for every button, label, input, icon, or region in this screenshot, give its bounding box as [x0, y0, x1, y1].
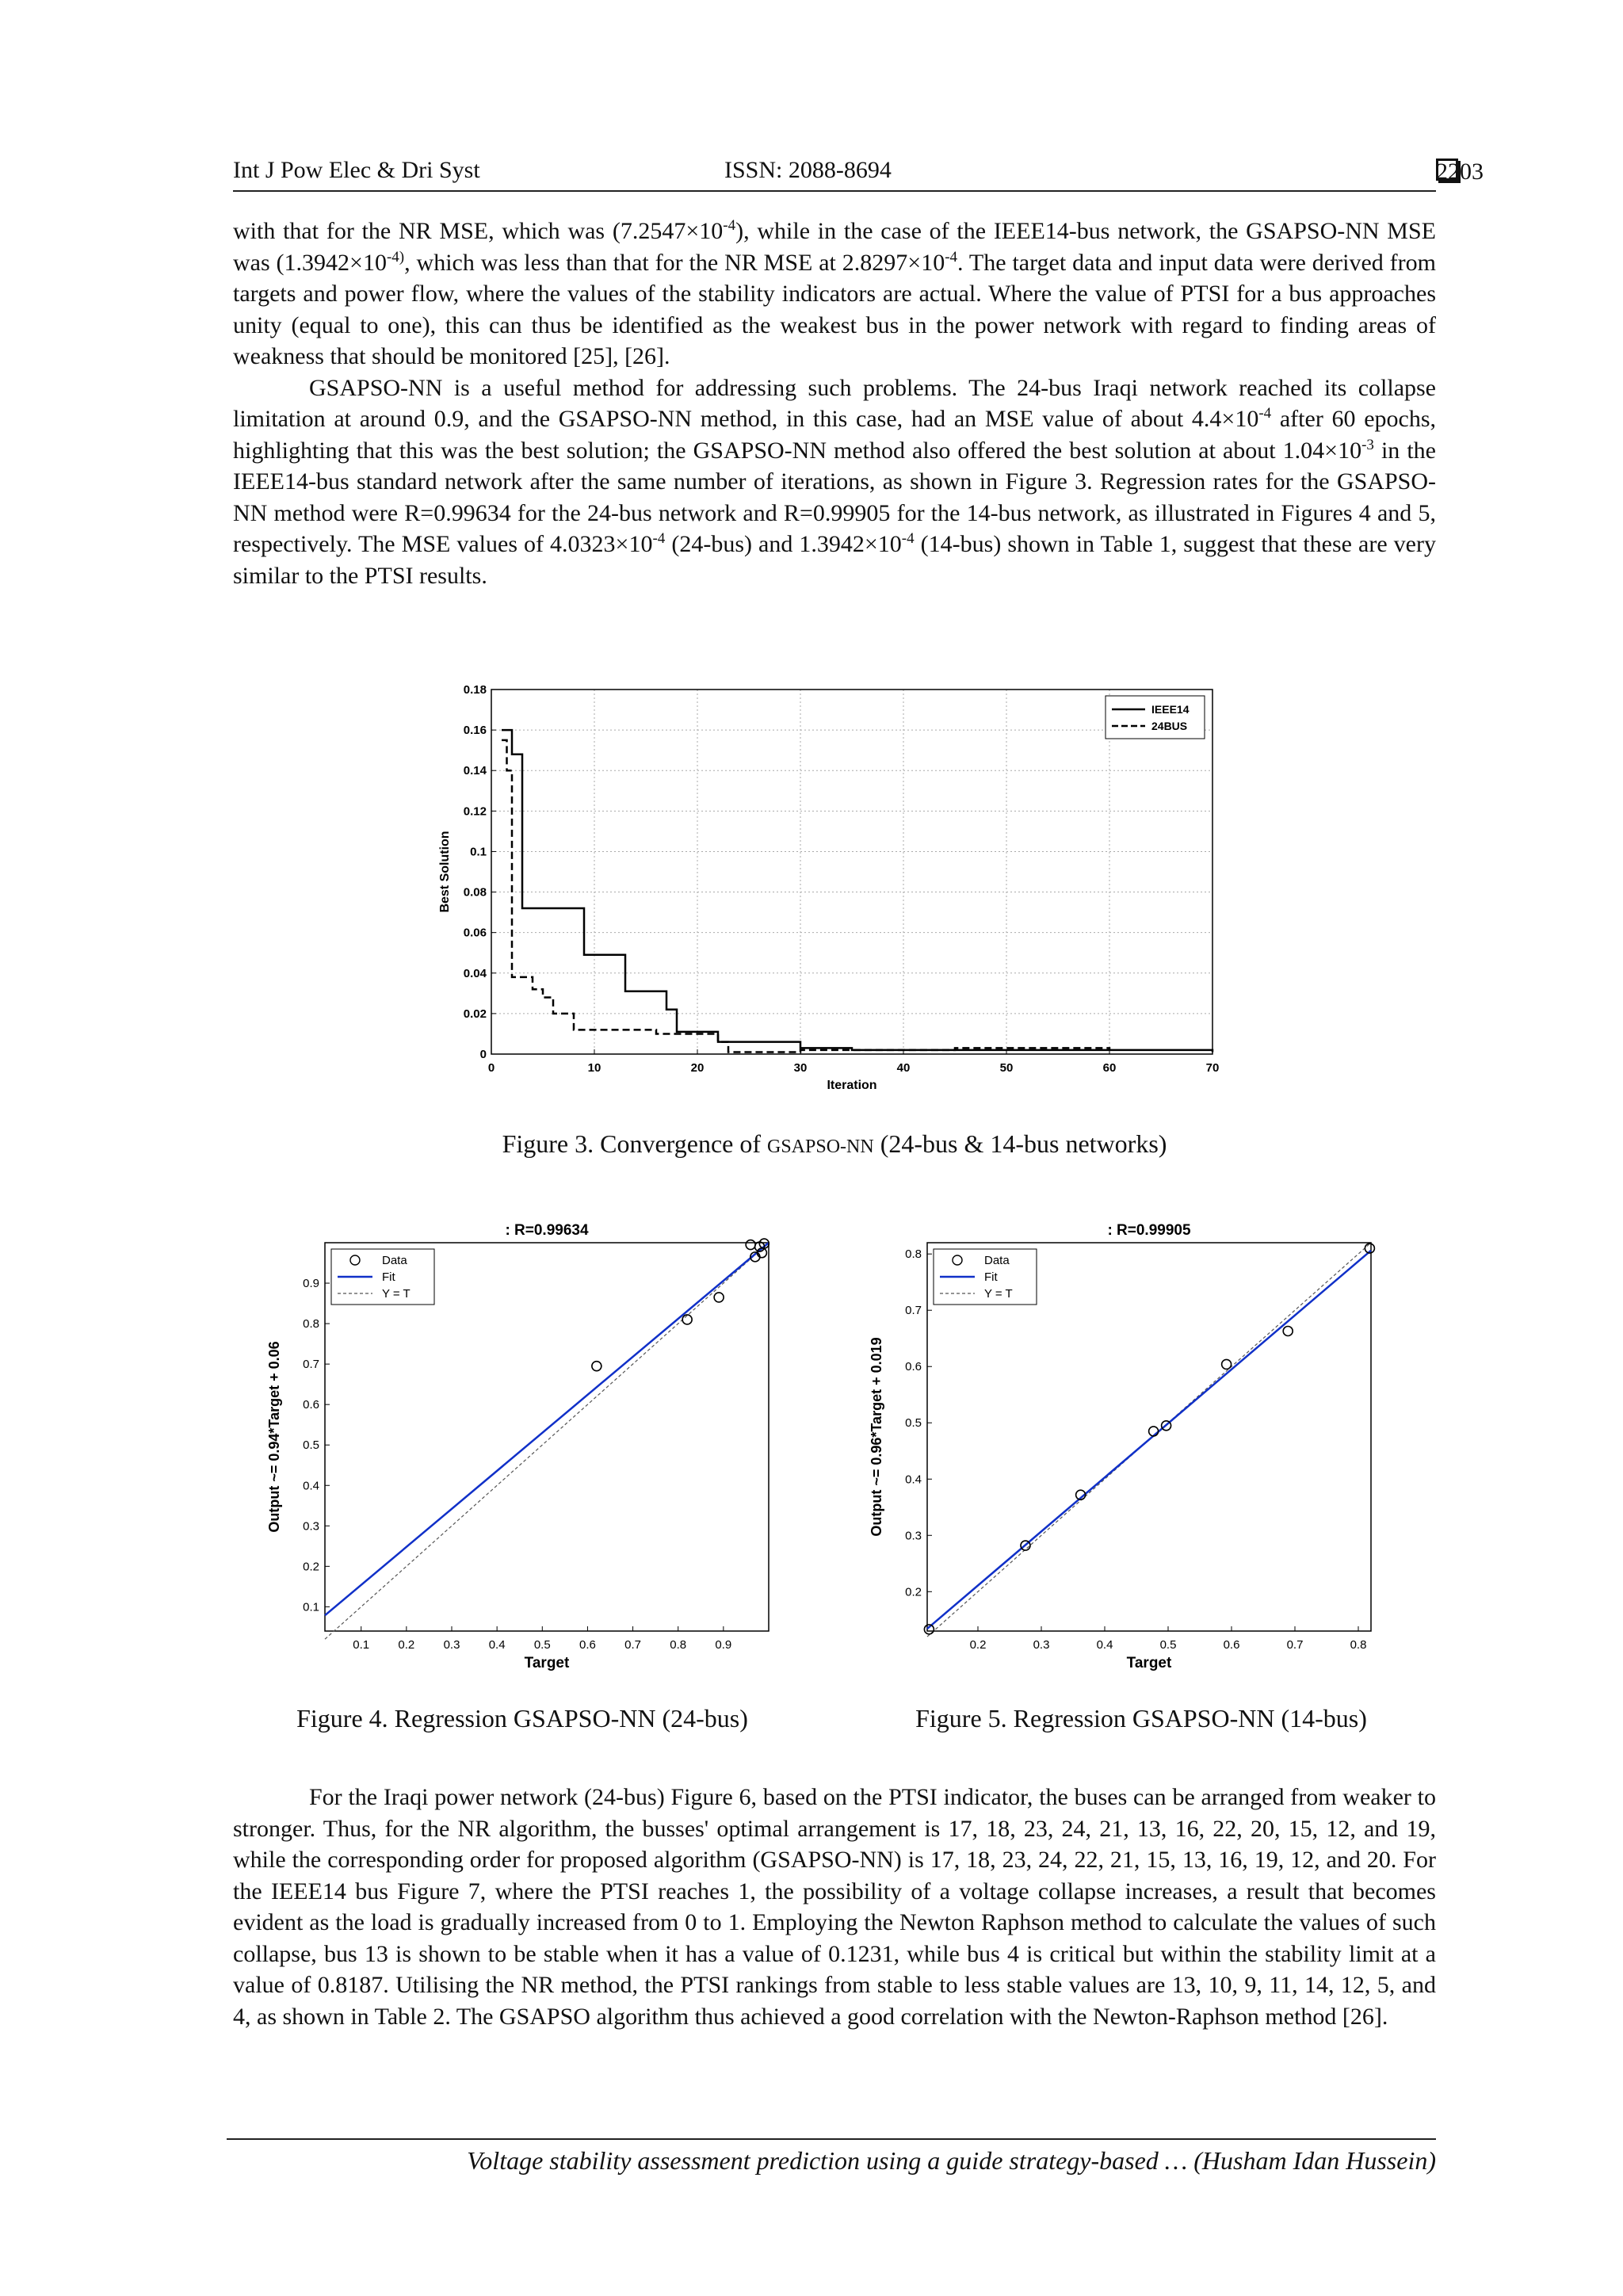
x-tick-label: 0.3	[443, 1638, 460, 1652]
x-tick-label: 0.8	[670, 1638, 687, 1652]
page-footer: Voltage stability assessment prediction using a guide strategy-based … (Husham Idan Hussein)	[227, 2138, 1436, 2176]
x-tick-label: 0.8	[1350, 1638, 1367, 1652]
y-tick-label: 0.9	[303, 1277, 319, 1291]
x-tick-label: 0.6	[1223, 1638, 1240, 1652]
legend-label: Y = T	[382, 1287, 411, 1301]
x-axis-label: Iteration	[827, 1079, 877, 1092]
chart-title: : R=0.99905	[1107, 1222, 1191, 1239]
y-tick-label: 0.08	[463, 885, 487, 900]
x-tick-label: 0.4	[488, 1638, 506, 1652]
x-tick-label: 60	[1102, 1061, 1117, 1075]
y-tick-label: 0.06	[463, 926, 487, 940]
y-tick-label: 0.7	[905, 1304, 922, 1318]
y-tick-label: 0.1	[470, 845, 487, 859]
y-tick-label: 0.04	[463, 966, 487, 980]
paragraph-1: with that for the NR MSE, which was $(7.2547\times 10^{-4})$, while in the case of the IEEE14-bus network, the GSAPSO-NN MSE was ($1.3942\times 10^{-4)}$, which was less than that for the NR MSE at $2.8297\times 10^{-4}$. The target data and input data were derived from targets and power flow, where the values of the stability indicators are actual. Where the value of PTSI for a bus approaches unity (equal to one), this can thus be identified as the weakest bus in the power network with regard to finding areas of weakness that should be monitored [25], [26].	[233, 217, 1436, 369]
x-tick-label: 0.7	[1286, 1638, 1304, 1652]
regression-chart-14bus	[864, 1219, 1387, 1679]
y-tick-label: 0.2	[905, 1585, 922, 1599]
figure-4-caption: Figure 4. Regression GSAPSO-NN (24-bus)	[296, 1704, 748, 1733]
page-header	[233, 155, 1484, 192]
legend-label: Fit	[984, 1270, 998, 1284]
legend-label: Y = T	[984, 1287, 1013, 1301]
y-tick-label: 0.18	[463, 683, 487, 697]
plot-frame	[491, 690, 1212, 1054]
y-tick-label: 0.1	[303, 1600, 319, 1614]
x-tick-label: 0.9	[715, 1638, 732, 1652]
convergence-chart	[428, 674, 1220, 1102]
x-tick-label: 40	[896, 1061, 911, 1075]
paragraph-3: For the Iraqi power network (24-bus) Figure 6, based on the PTSI indicator, the buses can be arranged from weaker to stronger. Thus, for the NR algorithm, the busses' optimal arrangement is 17, 18, 23, 24, 21, 13, 16, 22, 20, 15, 12, and 19, while the corresponding order for proposed algorithm (GSAPSO-NN) is 17, 18, 23, 24, 22, 21, 15, 13, 16, 19, 12, and 20. For the IEEE14 bus Figure 7, where the PTSI reaches 1, the possibility of a voltage collapse increases, a result that becomes evident as the load is gradually increased from 0 to 1. Employing the Newton Raphson method to calculate the values of such collapse, bus 13 is shown to be stable when it has a value of 0.1231, while bus 4 is critical but within the stability limit at a value of 0.8187. Utilising the NR method, the PTSI rankings from stable to less stable values are 13, 10, 9, 11, 14, 12, 5, and 4, as shown in Table 2. The GSAPSO algorithm thus achieved a good correlation with the Newton-Raphson method [26].	[233, 1784, 1436, 2030]
y-tick-label: 0.8	[303, 1317, 319, 1331]
y-tick-label: 0.8	[905, 1247, 922, 1262]
x-axis-label: Target	[1126, 1655, 1172, 1671]
x-axis-label: Target	[524, 1655, 570, 1671]
y-tick-label: 0.3	[303, 1519, 319, 1534]
y-axis-label: Best Solution	[438, 831, 452, 913]
paragraph-2: GSAPSO-NN is a useful method for addressing such problems. The 24-bus Iraqi network reached its collapse limitation at around 0.9, and the GSAPSO-NN method, in this case, had an MSE value of about $4.4\times 10^{-4}$ after 60 epochs, highlighting that this was the best solution; the GSAPSO-NN method also offered the best solution at about $1.04\times 10^{-3}$ in the IEEE14-bus standard network after the same number of iterations, as shown in Figure 3. Regression rates for the GSAPSO-NN method were R=0.99634 for the 24-bus network and R=0.99905 for the 14-bus network, as illustrated in Figures 4 and 5, respectively. The MSE values of $4.0323\times 10^{-4}$ (24-bus) and $1.3942\times 10^{-4}$ (14-bus) shown in Table 1, suggest that these are very similar to the PTSI results.	[233, 374, 1436, 589]
x-tick-label: 0.6	[579, 1638, 596, 1652]
legend-label: 24BUS	[1151, 720, 1188, 732]
y-tick-label: 0.14	[463, 764, 487, 778]
series-line-ieee14	[502, 730, 1212, 1052]
issn: ISSN: 2088-8694	[724, 157, 892, 183]
y-tick-label: 0.5	[905, 1416, 922, 1431]
x-tick-label: 0.5	[1159, 1638, 1177, 1652]
figure-5-caption: Figure 5. Regression GSAPSO-NN (14-bus)	[915, 1704, 1367, 1733]
y-tick-label: 0.5	[303, 1438, 319, 1453]
x-tick-label: 0.2	[969, 1638, 987, 1652]
x-tick-label: 0.5	[533, 1638, 551, 1652]
x-tick-label: 70	[1205, 1061, 1220, 1075]
chart-title: : R=0.99634	[505, 1222, 589, 1239]
y-tick-label: 0.02	[463, 1007, 487, 1021]
page-number: 2203	[1436, 159, 1484, 185]
x-tick-label: 50	[999, 1061, 1014, 1075]
x-tick-label: 30	[793, 1061, 808, 1075]
body-text-top	[233, 216, 1436, 591]
series-line-24bus	[502, 740, 1109, 1052]
y-tick-label: 0.6	[905, 1360, 922, 1374]
x-tick-label: 0.2	[398, 1638, 415, 1652]
legend-label: Data	[984, 1254, 1010, 1267]
y-tick-label: 0.7	[303, 1358, 319, 1372]
y-tick-label: 0.6	[303, 1398, 319, 1412]
figure-3-caption: Figure 3. Convergence of GSAPSO-NN (24-bus & 14-bus networks)	[502, 1129, 1167, 1158]
y-tick-label: 0.2	[303, 1560, 319, 1574]
x-tick-label: 0.4	[1096, 1638, 1113, 1652]
y-axis-label: Output ~= 0.96*Target + 0.019	[869, 1337, 884, 1537]
y-axis-label: Output ~= 0.94*Target + 0.06	[266, 1341, 282, 1533]
x-tick-label: 0	[487, 1061, 495, 1075]
x-tick-label: 20	[690, 1061, 705, 1075]
x-tick-label: 0.3	[1033, 1638, 1050, 1652]
legend-label: Fit	[382, 1270, 395, 1284]
legend-label: IEEE14	[1151, 703, 1190, 716]
regression-chart-24bus	[262, 1219, 785, 1679]
x-tick-label: 10	[587, 1061, 601, 1075]
y-tick-label: 0	[479, 1048, 487, 1061]
y-tick-label: 0.4	[303, 1479, 319, 1493]
body-text-bottom	[233, 1782, 1436, 2032]
y-tick-label: 0.3	[905, 1529, 922, 1543]
y-tick-label: 0.12	[463, 804, 487, 819]
x-tick-label: 0.1	[353, 1638, 370, 1652]
journal-name: Int J Pow Elec & Dri Syst	[233, 157, 480, 183]
legend-label: Data	[382, 1254, 407, 1267]
x-tick-label: 0.7	[624, 1638, 642, 1652]
y-tick-label: 0.16	[463, 724, 487, 738]
y-tick-label: 0.4	[905, 1473, 922, 1487]
